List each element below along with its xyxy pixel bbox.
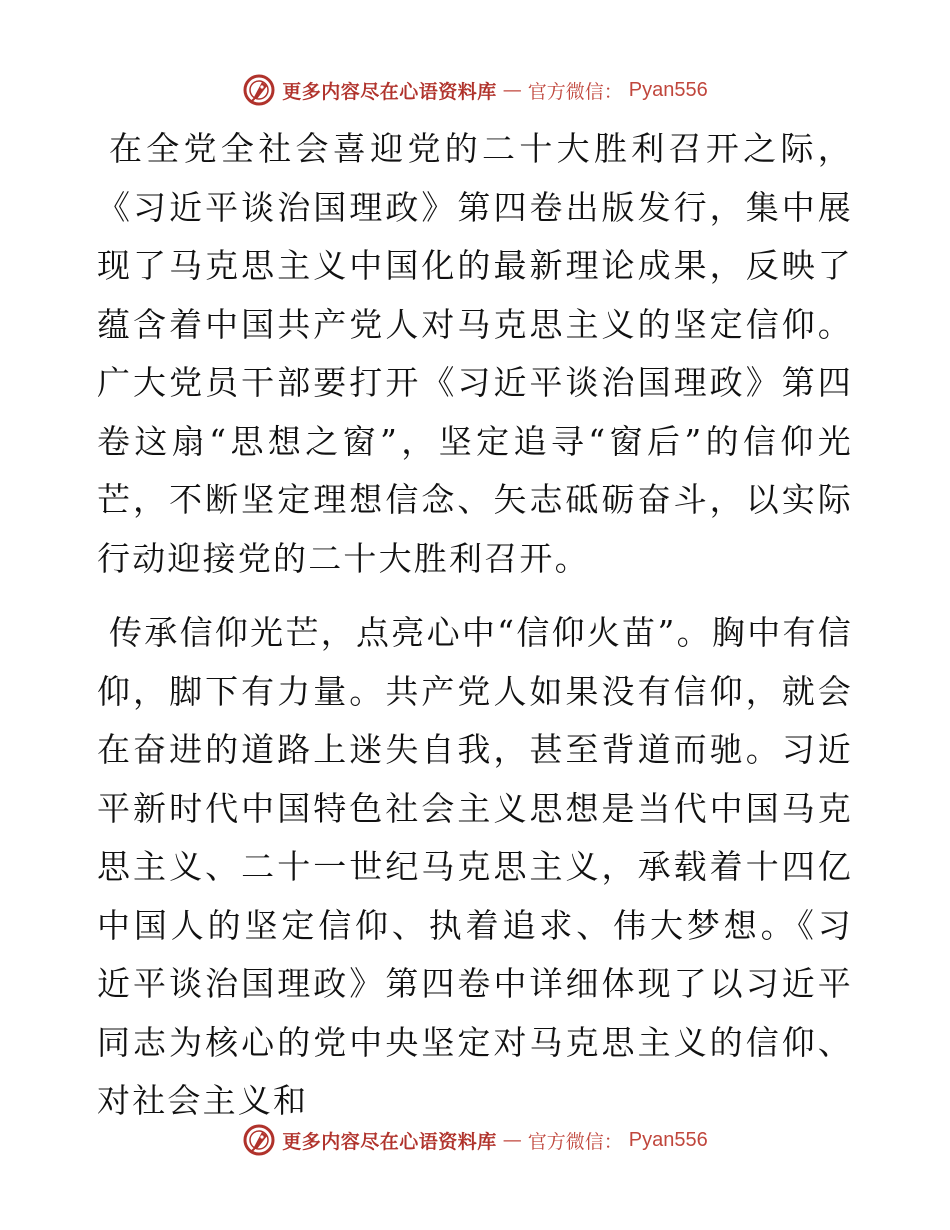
- banner-dash: —: [502, 79, 522, 101]
- pen-nib-logo-icon: [242, 1123, 276, 1157]
- banner-wechat-label: 官方微信：: [527, 80, 623, 103]
- banner-brand-text: 更多内容尽在心语资料库: [282, 1130, 497, 1153]
- article-paragraph-2: 传承信仰光芒，点亮心中“信仰火苗”。胸中有信仰，脚下有力量。共产党人如果没有信仰，就会在奋进的道路上迷失自我，甚至背道而驰。习近平新时代中国特色社会主义思想是当代中国马克思主义、二十一世纪马克思主义，承载着十四亿中国人的坚定信仰、执着追求、伟大梦想。《习近平谈治国理政》第四卷中详细体现了以习近平同志为核心的党中央坚定对马克思主义的信仰、对社会主义和: [97, 613, 853, 1120]
- footer-banner: [0, 1120, 950, 1160]
- article-body: [97, 120, 853, 1131]
- header-banner: [0, 70, 950, 110]
- article-paragraph-1: 在全党全社会喜迎党的二十大胜利召开之际，《习近平谈治国理政》第四卷出版发行，集中展现了马克思主义中国化的最新理论成果，反映了蕴含着中国共产党人对马克思主义的坚定信仰。广大党员干部要打开《习近平谈治国理政》第四卷这扇“思想之窗”，坚定追寻“窗后”的信仰光芒，不断坚定理想信念、矢志砥砺奋斗，以实际行动迎接党的二十大胜利召开。: [97, 129, 853, 578]
- banner-wechat-id: Pyan556: [628, 1128, 708, 1151]
- banner-wechat-label: 官方微信：: [527, 1130, 623, 1153]
- banner-wechat-id: Pyan556: [628, 78, 708, 101]
- pen-nib-logo-icon: [242, 73, 276, 107]
- banner-dash: —: [502, 1129, 522, 1151]
- banner-brand-text: 更多内容尽在心语资料库: [282, 80, 497, 103]
